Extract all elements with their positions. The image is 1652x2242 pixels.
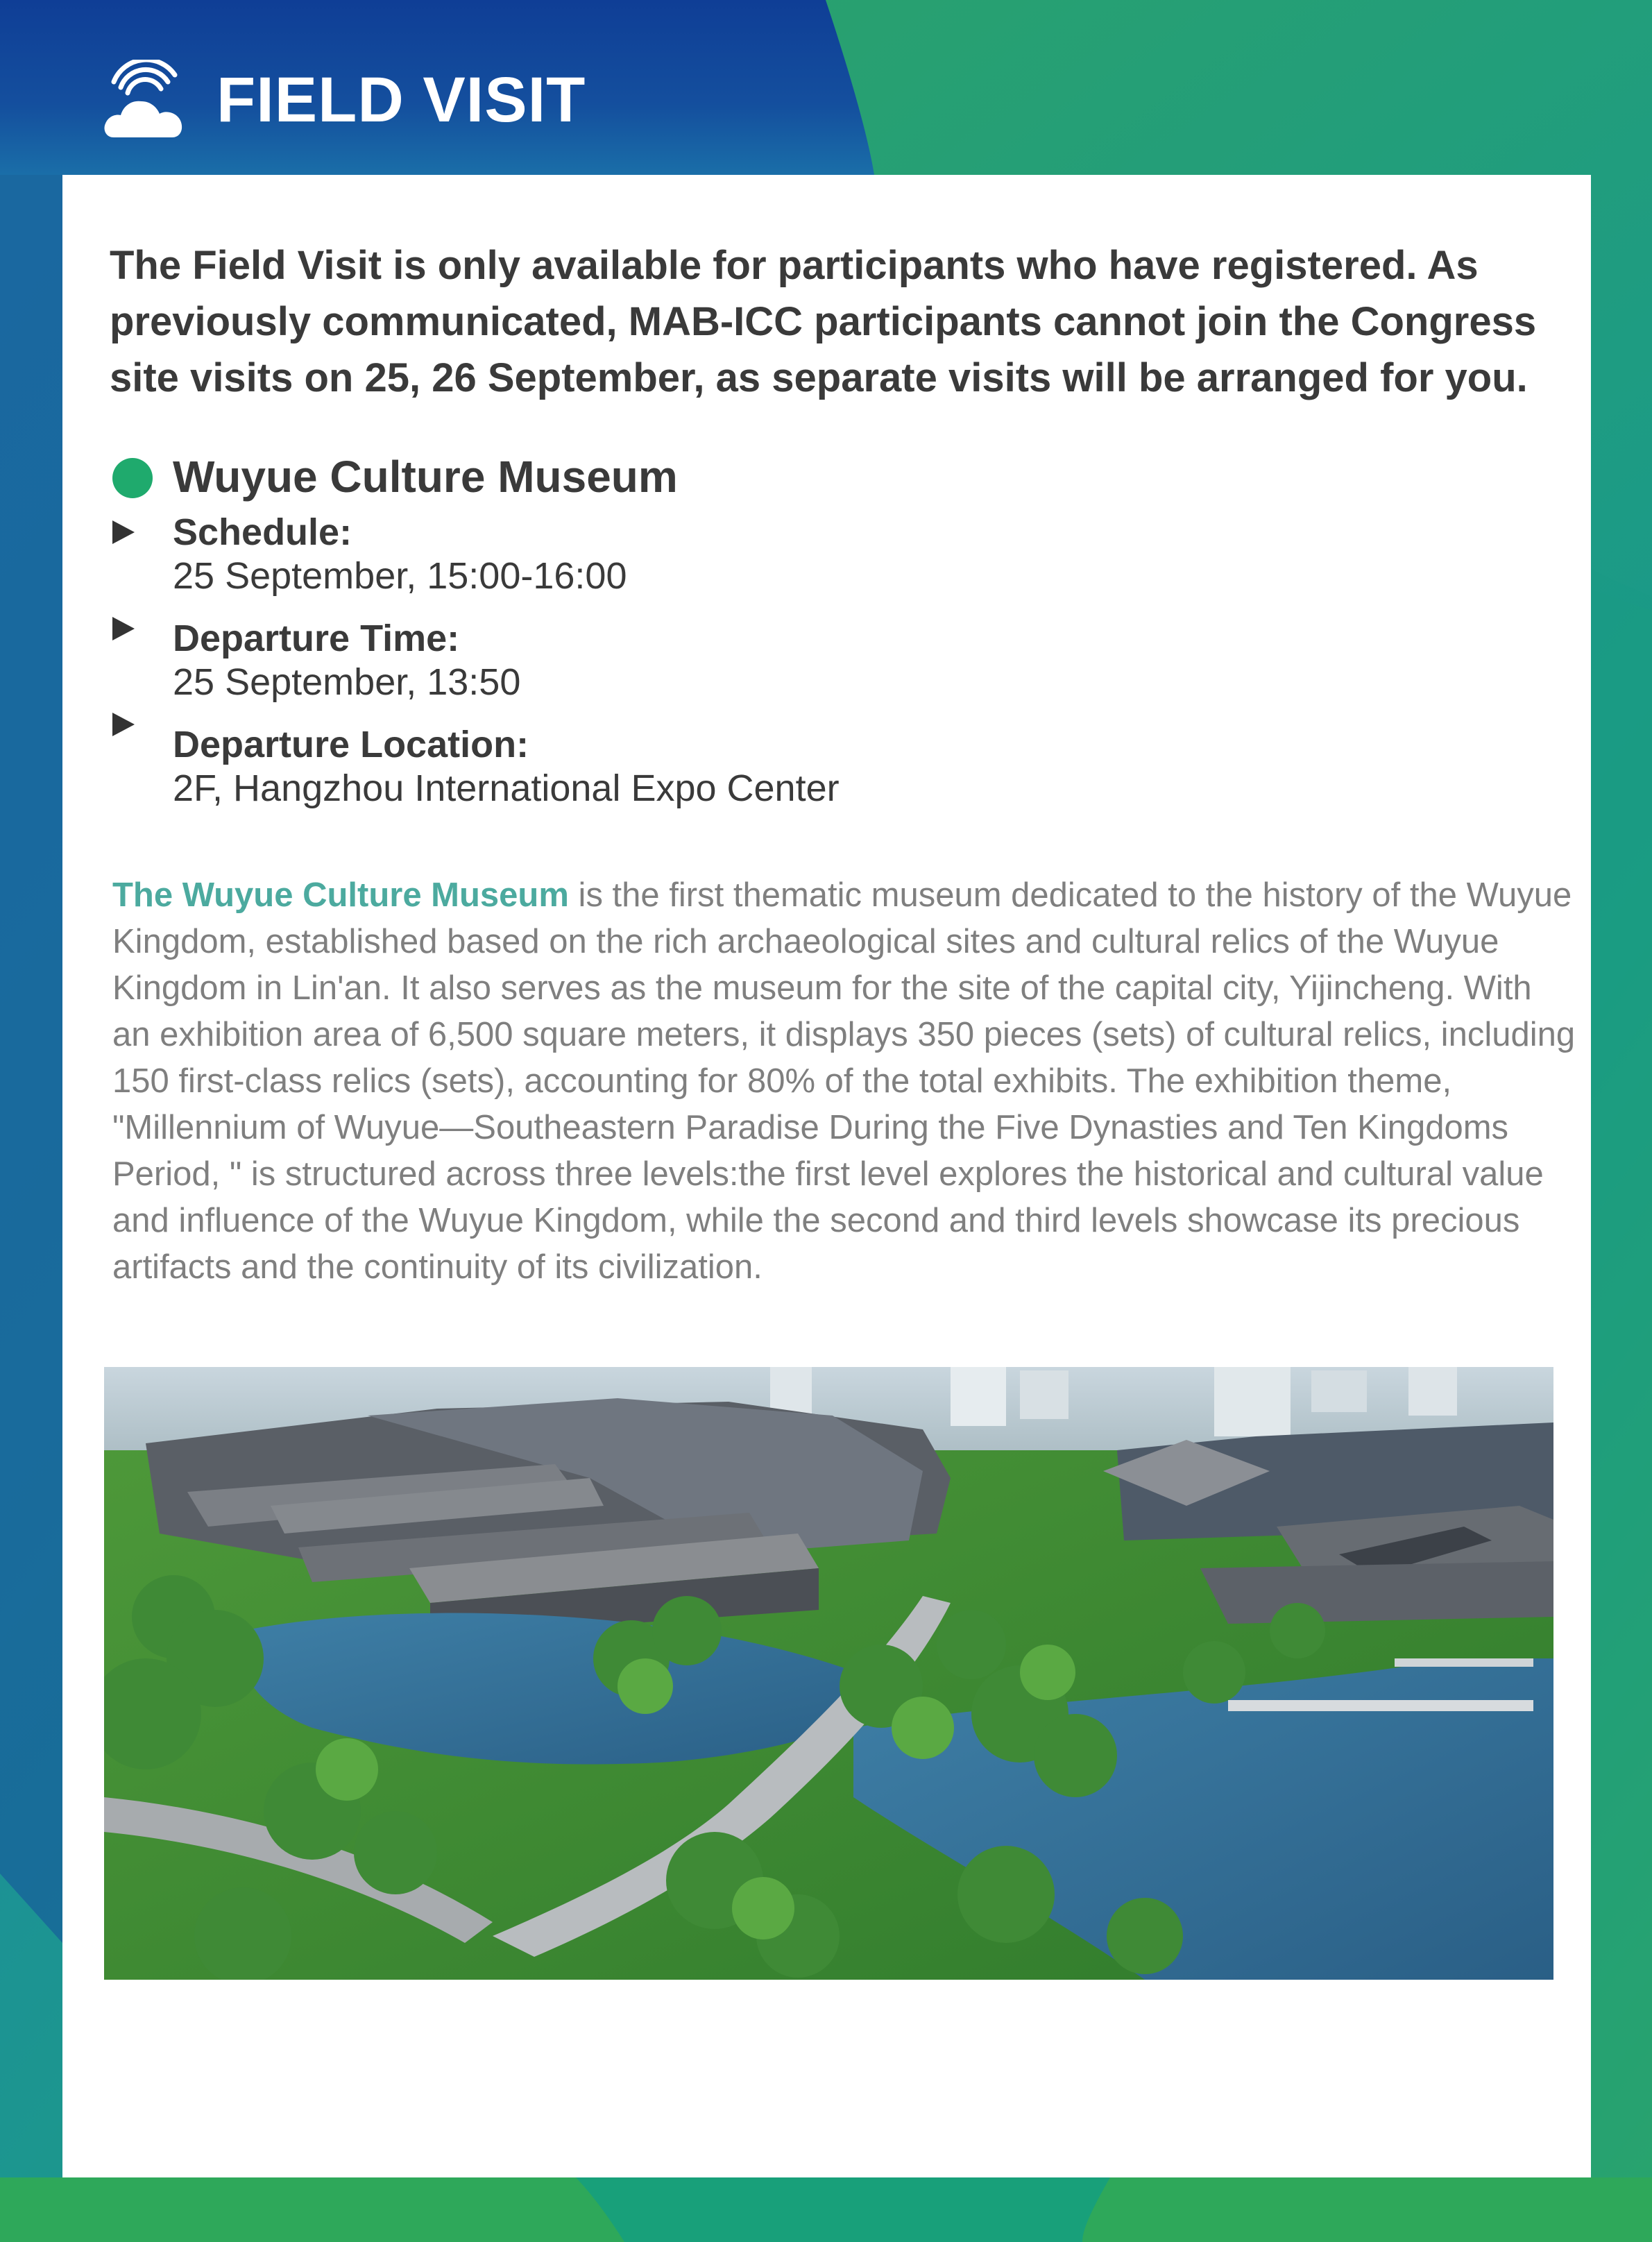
venue-name: Wuyue Culture Museum xyxy=(173,452,678,502)
bullet-dot-icon xyxy=(112,458,153,498)
schedule-label: Schedule: xyxy=(173,511,352,553)
schedule-value: 25 September, 15:00-16:00 xyxy=(173,555,627,597)
triangle-bullet-icon xyxy=(112,520,135,544)
museum-aerial-photo xyxy=(104,1367,1553,1980)
description-text: is the first thematic museum dedicated to the history of the Wuyue Kingdom, established based on the rich archaeological sites and cultural relics of the Wuyue Kingdom in Lin'an. It also serves as the museum for the site of the capital city, Yijincheng. With an exhibition area of 6,500 square meters, it displays 350 pieces (sets) of cultural relics, including 150 first-class relics (sets), accounting for 80% of the total exhibits. The exhibition theme, "Millennium of Wuyue—Southeastern Paradise During the Five Dynasties and Ten Kingdoms Period, " is structured across three levels:the first level explores the historical and cultural value and influence of the Wuyue Kingdom, while the second and third levels showcase its precious artifacts and the continuity of its civilization. xyxy=(112,876,1576,1286)
museum-name-highlight: The Wuyue Culture Museum xyxy=(112,876,569,914)
museum-description xyxy=(112,872,1576,1291)
intro-paragraph: The Field Visit is only available for participants who have registered. As previously communicated, MAB-ICC participants cannot join the Congress site visits on 25, 26 September, as separate visits will be arranged for you. xyxy=(110,243,1537,400)
cloud-signal-icon xyxy=(103,60,186,142)
triangle-bullet-icon xyxy=(112,713,135,736)
departure-location-value: 2F, Hangzhou International Expo Center xyxy=(173,767,840,809)
departure-time-value: 25 September, 13:50 xyxy=(173,661,521,703)
triangle-bullet-icon xyxy=(112,617,135,640)
departure-time-label: Departure Time: xyxy=(173,618,460,659)
page-title: FIELD VISIT xyxy=(216,65,586,135)
departure-location-label: Departure Location: xyxy=(173,724,529,765)
content-card xyxy=(62,175,1591,2177)
